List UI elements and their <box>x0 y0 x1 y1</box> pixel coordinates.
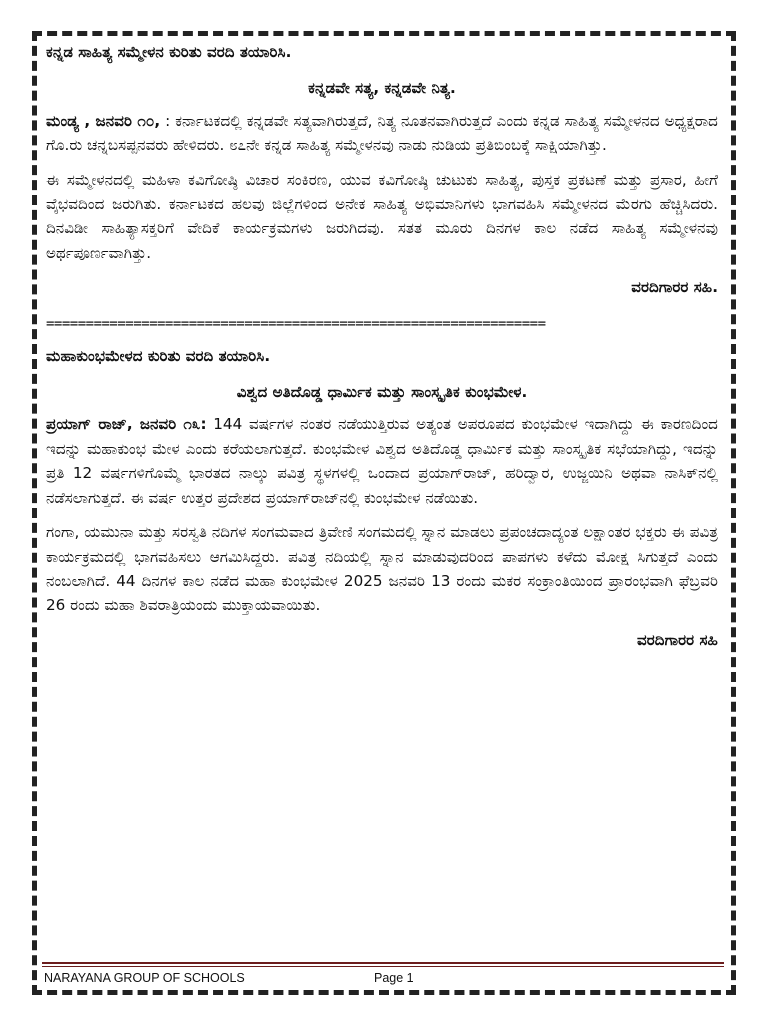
article2-title: ಮಹಾಕುಂಭಮೇಳದ ಕುರಿತು ವರದಿ ತಯಾರಿಸಿ. <box>46 346 271 365</box>
footer-text-row <box>42 967 724 985</box>
footer-school-name: NARAYANA GROUP OF SCHOOLS <box>44 971 245 985</box>
section-separator: =============================================================== <box>46 315 546 332</box>
document-body <box>46 40 718 652</box>
article2-signature: ವರದಿಗಾರರ ಸಹಿ <box>636 630 718 649</box>
article1-paragraph-1 <box>46 109 718 158</box>
article1-dateline: ಮಂಡ್ಯ , ಜನವರಿ ೧೦, <box>46 111 161 130</box>
article2-paragraph-1-text: 144 ವರ್ಷಗಳ ನಂತರ ನಡೆಯುತ್ತಿರುವ ಅತ್ಯಂತ ಅಪರೂಪದ ಕುಂಭಮೇಳ ಇದಾಗಿದ್ದು ಈ ಕಾರಣದಿಂದ ಇದನ್ನು ಮಹಾಕುಂಭ ಮೇಳ ಎಂದು ಕರೆಯಲಾಗುತ್ತದೆ. ಕುಂಭಮೇಳ ವಿಶ್ವದ ಅತಿದೊಡ್ಡ ಧಾರ್ಮಿಕ ಮತ್ತು ಸಾಂಸ್ಕೃತಿಕ ಸಭೆಯಾಗಿದ್ದು, ಇದನ್ನು ಪ್ರತಿ 12 ವರ್ಷಗಳಿಗೊಮ್ಮೆ ಭಾರತದ ನಾಲ್ಕು ಪವಿತ್ರ ಸ್ಥಳಗಳಲ್ಲಿ ಒಂದಾದ ಪ್ರಯಾಗ್‌ರಾಜ್, ಹರಿದ್ವಾರ, ಉಜ್ಜಯಿನಿ ಅಥವಾ ನಾಸಿಕ್‌ನಲ್ಲಿ ನಡೆಸಲಾಗುತ್ತದೆ. ಈ ವರ್ಷ ಉತ್ತರ ಪ್ರದೇಶದ ಪ್ರಯಾಗ್‌ರಾಜ್‌ನಲ್ಲಿ ಕುಂಭಮೇಳ ನಡೆಯಿತು. <box>46 415 718 507</box>
article1-paragraph-1-text: : ಕರ್ನಾಟಕದಲ್ಲಿ ಕನ್ನಡವೇ ಸತ್ಯವಾಗಿರುತ್ತದೆ, ನಿತ್ಯ ನೂತನವಾಗಿರುತ್ತದೆ ಎಂದು ಕನ್ನಡ ಸಾಹಿತ್ಯ ಸಮ್ಮೇಳನದ ಅಧ್ಯಕ್ಷರಾದ ಗೊ.ರು ಚನ್ನಬಸಪ್ಪನವರು ಹೇಳಿದರು. ೮೭ನೇ ಕನ್ನಡ ಸಾಹಿತ್ಯ ಸಮ್ಮೇಳನವು ನಾಡು ನುಡಿಯ ಪ್ರತಿಬಿಂಬಕ್ಕೆ ಸಾಕ್ಷಿಯಾಗಿತ್ತು. <box>46 111 718 155</box>
article1-title: ಕನ್ನಡ ಸಾಹಿತ್ಯ ಸಮ್ಮೇಳನ ಕುರಿತು ವರದಿ ತಯಾರಿಸಿ. <box>46 43 292 61</box>
article2-paragraph-2: ಗಂಗಾ, ಯಮುನಾ ಮತ್ತು ಸರಸ್ವತಿ ನದಿಗಳ ಸಂಗಮವಾದ ತ್ರಿವೇಣಿ ಸಂಗಮದಲ್ಲಿ ಸ್ನಾನ ಮಾಡಲು ಪ್ರಪಂಚದಾದ್ಯಂತ ಲಕ್ಷಾಂತರ ಭಕ್ತರು ಈ ಪವಿತ್ರ ಕಾರ್ಯಕ್ರಮದಲ್ಲಿ ಭಾಗವಹಿಸಲು ಆಗಮಿಸಿದ್ದರು. ಪವಿತ್ರ ನದಿಯಲ್ಲಿ ಸ್ನಾನ ಮಾಡುವುದರಿಂದ ಪಾಪಗಳು ಕಳೆದು ಮೋಕ್ಷ ಸಿಗುತ್ತದೆ ಎಂದು ನಂಬಲಾಗಿದೆ. 44 ದಿನಗಳ ಕಾಲ ನಡೆದ ಮಹಾ ಕುಂಭಮೇಳ 2025 ಜನವರಿ 13 ರಂದು ಮಕರ ಸಂಕ್ರಾಂತಿಯಿಂದ ಪ್ರಾರಂಭವಾಗಿ ಫೆಬ್ರವರಿ 26 ರಂದು ಮಹಾ ಶಿವರಾತ್ರಿಯಂದು ಮುಕ್ತಾಯವಾಯಿತು. <box>46 523 718 615</box>
article1-signature: ವರದಿಗಾರರ ಸಹಿ. <box>631 278 718 297</box>
article2-headline: ವಿಶ್ವದ ಅತಿದೊಡ್ಡ ಧಾರ್ಮಿಕ ಮತ್ತು ಸಾಂಸ್ಕೃತಿಕ ಕುಂಭಮೇಳ. <box>236 383 528 402</box>
article1-headline: ಕನ್ನಡವೇ ಸತ್ಯ, ಕನ್ನಡವೇ ನಿತ್ಯ. <box>308 79 456 98</box>
article2-paragraph-1 <box>46 412 718 510</box>
footer-page-number: Page 1 <box>374 971 414 985</box>
article2-dateline: ಪ್ರಯಾಗ್ ರಾಜ್, ಜನವರಿ ೧೩: <box>46 415 207 434</box>
article1-paragraph-2: ಈ ಸಮ್ಮೇಳನದಲ್ಲಿ ಮಹಿಳಾ ಕವಿಗೋಷ್ಠಿ ವಿಚಾರ ಸಂಕಿರಣ, ಯುವ ಕವಿಗೋಷ್ಠಿ ಚುಟುಕು ಸಾಹಿತ್ಯ, ಪುಸ್ತಕ ಪ್ರಕಟಣೆ ಮತ್ತು ಪ್ರಸಾರ, ಹೀಗೆ ವೈಭವದಿಂದ ಜರುಗಿತು. ಕರ್ನಾಟಕದ ಹಲವು ಜಿಲ್ಲೆಗಳಿಂದ ಅನೇಕ ಸಾಹಿತ್ಯ ಅಭಿಮಾನಿಗಳು ಭಾಗವಹಿಸಿ ಸಮ್ಮೇಳನದ ಮೆರಗು ಹೆಚ್ಚಿಸಿದರು. ದಿನವಿಡೀ ಸಾಹಿತ್ಯಾಸಕ್ತರಿಗೆ ವೇದಿಕೆ ಕಾರ್ಯಕ್ರಮಗಳು ಜರುಗಿದವು. ಸತತ ಮೂರು ದಿನಗಳ ಕಾಲ ನಡೆದ ಸಾಹಿತ್ಯ ಸಮ್ಮೇಳನವು ಅರ್ಥಪೂರ್ಣವಾಗಿತ್ತು. <box>46 170 719 262</box>
footer-rule-thick <box>42 962 724 964</box>
page-footer <box>42 962 724 985</box>
